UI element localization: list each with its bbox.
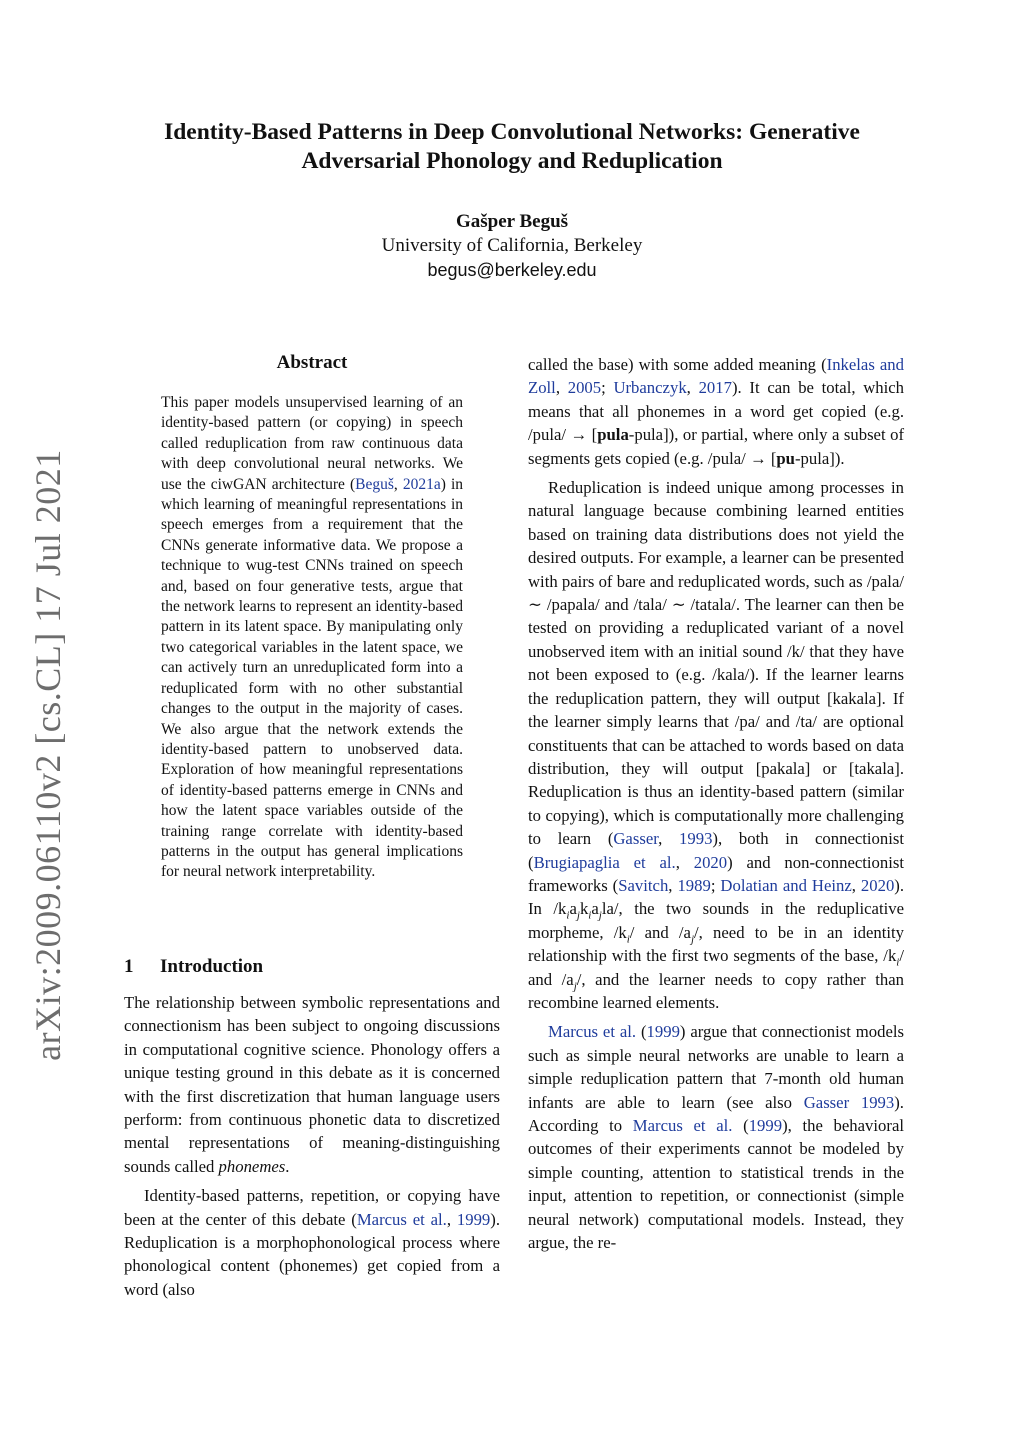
text: ) and non-connectionist frameworks ( — [528, 852, 904, 895]
citation-year-link[interactable]: 1993 — [679, 829, 713, 849]
abstract-heading: Abstract — [276, 352, 348, 373]
text: ) argue that connectionist models such as simple neural networks are unable to learn a simple reduplication pattern that 7-month old human infants are able to learn (see also — [528, 1022, 904, 1112]
text: /, and the learner needs to copy rather than recombine learned elements. — [528, 969, 905, 1012]
subscript: i — [566, 909, 570, 922]
section-number: 1 — [124, 956, 134, 977]
subscript: j — [598, 909, 602, 922]
text: ), the behavioral outcomes of their experiments cannot be modeled by simple counting, attention to statistical trends in the input, attention to repetition, or connectionist (simple neural network) computational models. Instead, they argue, the re- — [528, 1116, 904, 1253]
text: , — [686, 378, 699, 398]
text: , — [555, 378, 568, 398]
citation-link[interactable]: Gasser — [613, 829, 659, 849]
emphasis: phonemes — [218, 1156, 286, 1176]
citation-link[interactable]: Marcus et al. — [548, 1022, 637, 1042]
text: a — [591, 899, 599, 919]
subscript: j — [690, 933, 695, 946]
text: ; — [601, 378, 614, 398]
text: , — [446, 1209, 457, 1229]
text: -pula]), or partial, where only a subset of segments gets copied (e.g. /pula/ → [ — [528, 425, 905, 468]
text: called the base) with some added meaning ( — [528, 355, 827, 374]
paragraph — [528, 476, 904, 1014]
text: k — [579, 899, 589, 919]
citation-link[interactable]: Dolatian and Heinz — [720, 875, 852, 895]
right-column — [528, 353, 904, 1254]
bold-text: pula — [597, 425, 629, 445]
text: / and /a — [629, 922, 691, 942]
paper-title — [100, 118, 924, 176]
text: la/, the two sounds in the reduplicative morpheme, /k — [528, 899, 904, 942]
left-column — [124, 991, 500, 1301]
citation-link[interactable]: Marcus et al. — [632, 1116, 733, 1135]
author-email: begus@berkeley.edu — [427, 260, 597, 280]
text: ). It can be total, which means that all phonemes in a word get copied (e.g. /pula/ → [ — [528, 378, 905, 445]
subscript: j — [576, 909, 580, 922]
text: ). Reduplication is a morphophonological process where phonological content (phonemes) get copied from a word (also — [124, 1209, 500, 1299]
text: , — [668, 875, 678, 895]
paragraph — [528, 1020, 904, 1254]
author-name: Gašper Beguš — [455, 211, 569, 232]
text: ( — [636, 1022, 647, 1042]
citation-link[interactable]: Savitch — [618, 875, 669, 895]
text: ). In /k — [528, 875, 905, 919]
citation-year-link[interactable]: 2005 — [567, 378, 602, 398]
citation-year-link[interactable]: 1989 — [677, 875, 711, 895]
citation-link[interactable]: Urbanczyk — [613, 378, 687, 398]
arxiv-stamp-text: arXiv:2009.06110v2 [cs.CL] 17 Jul 2021 — [28, 449, 68, 1061]
subscript: j — [573, 979, 577, 992]
paragraph — [124, 991, 500, 1178]
citation-year-link[interactable]: 1999 — [456, 1209, 491, 1229]
citation-link[interactable]: Inkelas and Zoll — [528, 355, 904, 398]
text: / and /a — [528, 946, 904, 989]
subscript: i — [588, 909, 592, 922]
arxiv-stamp — [18, 440, 78, 1070]
citation-link[interactable]: Brugiapaglia et al. — [533, 852, 676, 872]
citation-link[interactable]: Gasser 1993 — [803, 1092, 895, 1112]
citation-year-link[interactable]: 2021a — [402, 475, 441, 493]
paragraph — [124, 1184, 500, 1301]
text: ), both in connectionist ( — [528, 829, 905, 872]
text: , — [851, 875, 861, 895]
section-title: Introduction — [160, 956, 264, 977]
citation-year-link[interactable]: 1999 — [748, 1116, 783, 1135]
text: a — [569, 899, 577, 919]
text: , — [675, 852, 694, 872]
text: ). According to — [528, 1092, 904, 1135]
abstract-text-2: ) in which learning of meaningful representations in speech emerges from a requirement that the CNNs generate informative data. We propose a technique to wug-test CNNs trained on speech and, based on four generative tests, argue that the network learns to represent an identity-based pattern in its latent space. By manipulating only two categorical variables in the latent space, we can actively turn an unreduplicated form into a reduplicated form with no other substantial changes to the output in the majority of cases. We also argue that the network extends the identity-based pattern to unobserved data. Exploration of how meaningful representations of identity-based patterns emerge in CNNs and how the latent space variables outside of the training range correlate with identity-based patterns in the output has general implications for neural network interpretability. — [161, 475, 464, 881]
paragraph — [528, 353, 904, 470]
text: ( — [732, 1116, 749, 1135]
title-line-2: Adversarial Phonology and Reduplication — [301, 148, 723, 174]
subscript: i — [896, 956, 900, 969]
author-affiliation: University of California, Berkeley — [381, 235, 643, 256]
text: , — [658, 829, 680, 849]
text: ; — [710, 875, 721, 895]
citation-sep: , — [393, 475, 403, 493]
citation-year-link[interactable]: 1999 — [646, 1022, 680, 1042]
author-block — [100, 210, 924, 282]
title-line-1: Identity-Based Patterns in Deep Convolutional Networks: Generative — [164, 119, 860, 145]
text: -pula]). — [794, 448, 845, 468]
subscript: i — [626, 933, 630, 946]
citation-link[interactable]: Marcus et al. — [356, 1209, 447, 1229]
text: Reduplication is indeed unique among processes in natural language because combining learned entities based on training data distributions does not yield the desired outputs. For example, a learner can be presented with pairs of bare and reduplicated words, such as /pala/ ∼ /papala/ and /tala/ ∼ /tatala/. The learner can then be tested on providing a reduplicated variant of a novel unobserved item with an initial sound /k/ that they have not been exposed to (e.g. /kala/). If the learner learns the reduplication pattern, they will output [kakala]. If the learner simply learns that /pa/ and /ta/ are optional constituents that can be attached to words based on data distribution, they will output [pakala] or [takala]. Reduplication is thus an identity-based pattern (similar to copying), which is computationally more challenging to learn ( — [528, 478, 904, 849]
abstract-text-1: This paper models unsupervised learning of an identity-based pattern (or copying) in speech called reduplication from raw continuous data with deep convolutional neural networks. We use the ciwGAN architecture ( — [161, 394, 463, 493]
citation-link[interactable]: Beguš — [355, 475, 394, 493]
abstract-body — [161, 393, 463, 883]
text: /, need to be in an identity relationship with the first two segments of the base, /k — [528, 922, 904, 966]
text: . — [285, 1156, 290, 1176]
citation-year-link[interactable]: 2017 — [698, 378, 732, 398]
text: Identity-based patterns, repetition, or copying have been at the center of this debate ( — [124, 1186, 500, 1229]
citation-year-link[interactable]: 2020 — [860, 875, 895, 895]
section-heading — [124, 956, 263, 978]
bold-text: pu — [776, 448, 795, 468]
text: The relationship between symbolic representations and connectionism has been subject to ongoing discussions in computational cognitive science. Phonology offers a unique testing ground in this debate as it is concerned with the first discretization that human language users perform: from continuous phonetic data to discretized mental representations of meaning-distinguishing sounds called — [124, 993, 500, 1176]
citation-year-link[interactable]: 2020 — [693, 852, 728, 872]
